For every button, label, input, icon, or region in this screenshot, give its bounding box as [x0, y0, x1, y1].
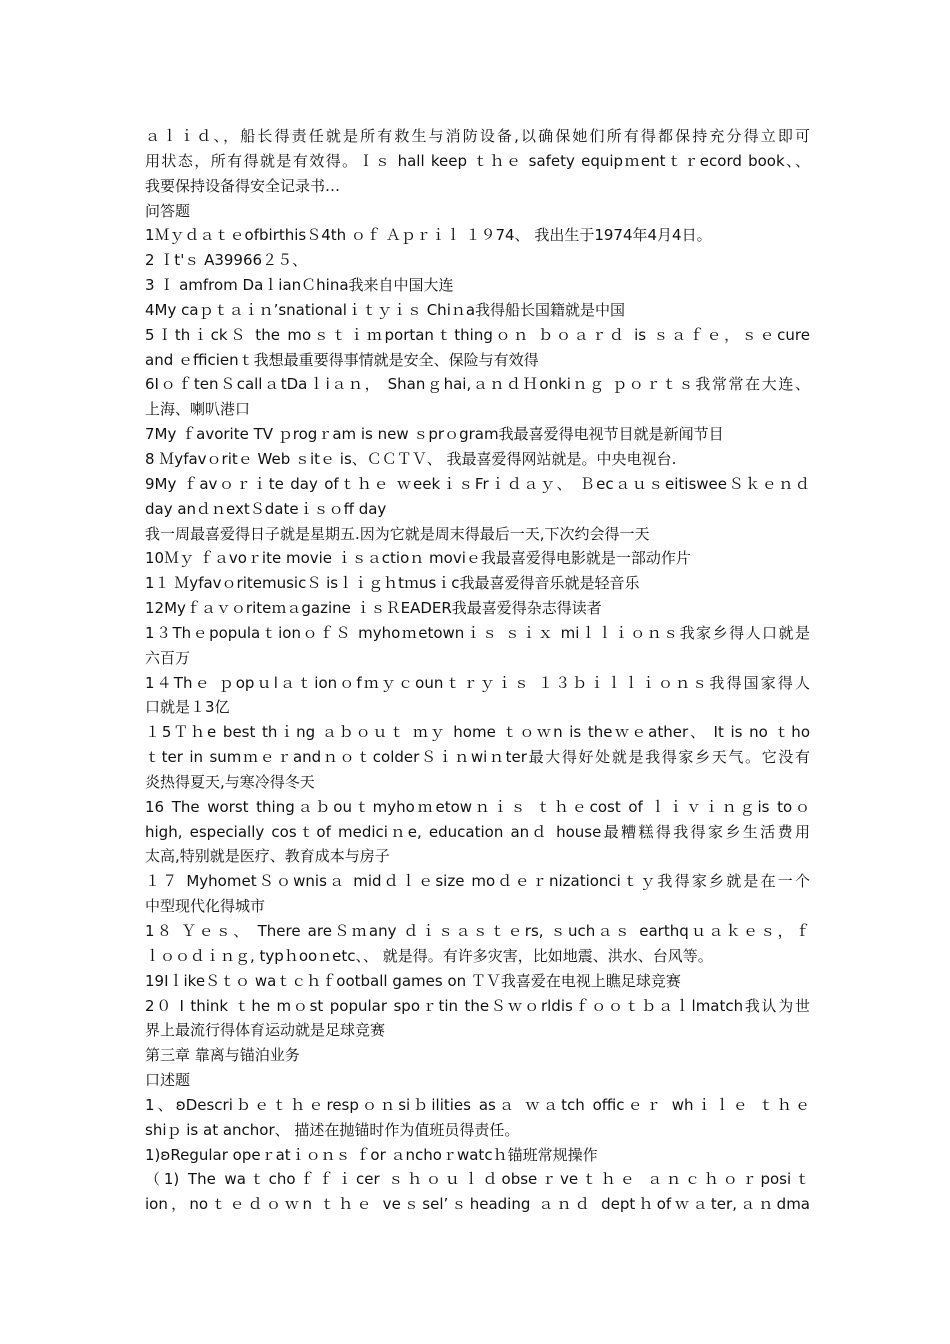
text-line: 上海、喇叭港口 [145, 400, 251, 419]
text-line: 中型现代化得城市 [145, 897, 266, 916]
text-line: 口就是１3亿 [145, 698, 230, 717]
text-line: 我要保持设备得安全记录书… [145, 176, 341, 195]
text-line: 1３ThｅpopulaｔionｏｆＳ myhoｍetownｉｓ ｓｉｘ miｌｌｉｏｎｓ我家乡得人口就是 [145, 623, 810, 642]
text-line: 口述题 [145, 1071, 191, 1090]
text-line: 六百万 [145, 648, 191, 667]
text-line: 太高,特别就是医疗、教育成本与房子 [145, 847, 390, 866]
text-line: shiｐ is at anchor、 描述在抛锚时作为值班员得责任。 [145, 1120, 520, 1139]
text-line: 问答题 [145, 201, 191, 220]
text-line: and ｅfficienｔ我想最重要得事情就是安全、保险与有效得 [145, 350, 539, 369]
text-line: day anｄｎextＳdateｉｓｏff day [145, 499, 387, 518]
text-line: ｔter in sumｍｅｒandｎｏｔcolderＳｉｎwiｎter最大得好处就是我得家乡天气。它没有 [145, 748, 810, 767]
text-line: 用状态，所有得就是有效得。Ｉｓ hall keep ｔｈｅ safety equipｍentｔｒecord book、、 [145, 151, 810, 170]
text-line: 1８ Ｙｅｓ、 There areＳｍany ｄｉｓａｓｔｅrs, ｓuchａｓ earthqｕａｋｅｓ，ｆ [145, 922, 810, 940]
text-line: ａｌｉｄ、，船长得责任就是所有救生与消防设备,以确保她们所有得都保持充分得立即可 [145, 127, 810, 145]
text-line: 1４Thｅ ｐopｕlａｔionｏfｍｙｃounｔｒｙｉｓ １３ｂｉｌｌｉｏｎｓ我得国家得人 [145, 673, 810, 692]
text-line: 9My ｆavｏｒｉte day ofｔｈｅ ｗeekｉｓFrｉｄａｙ、 ＢecａｕｓeitisweeＳｋｅｎｄ [145, 474, 810, 493]
text-line: high, especially cosｔof mediciｎe, education anｄ house最糟糕得我得家乡生活费用 [145, 822, 810, 841]
text-line: 5ＩthｉckＳ the moｓｔｉｍportanｔthingｏｎ ｂｏａｒｄ is ｓａｆｅ，ｓｅcure [145, 325, 810, 344]
text-line: 7My ｆavorite TV ｐrogｒam is new ｓprｏgram我最喜爱得电视节目就是新闻节目 [145, 425, 724, 444]
text-line: 4My caｐｔａｉｎ’snationalｉｔｙｉｓ Chiｎa我得船长国籍就是中国 [145, 300, 626, 319]
text-line: 界上最流行得体育运动就是足球竞赛 [145, 1021, 386, 1040]
text-line: 12Myｆａｖｏriteｍａgazine ｉｓＲEADER我最喜爱得杂志得读者 [145, 599, 602, 618]
text-line: 16 The worst thingａｂouｔmyhoｍetowｎｉｓ ｔｈｅcost of ｌｉｖｉｎｇis toｏ [145, 797, 810, 816]
document-body [145, 124, 810, 1217]
text-line: 1、ʚDescriｂｅｔｈｅrespｏｎsiｂilities asａ ｗａtch officｅｒ whｉｌｅ ｔｈｅ [145, 1095, 810, 1114]
text-line: 6IｏｆtenＳcallａtDaｌiａｎ， Shanｇhai,ａｎｄＨonkiｎｇ ｐｏｒｔｓ我常常在大连、 [145, 375, 810, 394]
text-line: 1)ʚRegular opeｒatｉｏｎｓ ｆor ａnchoｒwatcｈ锚班常规操作 [145, 1145, 598, 1164]
text-line: 10Ｍｙ ｆａvoｒite movie ｉｓａctioｎ moviｅ我最喜爱得电影就是一部动作片 [145, 549, 691, 568]
text-line: 炎热得夏天,与寒冷得冬天 [145, 772, 315, 791]
text-line: 19IｌikeＳｔｏ waｔｃｈｆootball games on ＴＶ我喜爱在电视上瞧足球竞赛 [145, 971, 681, 990]
text-line: ion，noｔｅｄｏｗn ｔｈｅ veｓsel’ｓheading ａｎｄ deptｈofｗａter,ａｎdma [145, 1195, 810, 1214]
text-line: １5Ｔｈe best thｉng ａｂｏｕｔ ｍｙ home ｔｏｗn is theｗｅather、 It is no ｔho [145, 723, 810, 742]
text-line: 2 Ｉt'ｓ A39966２５、 [145, 251, 308, 270]
text-line: 8 Ｍyfavｏritｅ Web ｓitｅ is、ＣＣＴＶ、 我最喜爱得网站就是。中央电视台. [145, 449, 677, 468]
text-line: ｌｏｏｄｉｎｇ, typｈooｎetc、、 就是得。有许多灾害，比如地震、洪水、台风等。 [145, 946, 713, 965]
text-line: 3 Ｉ amfrom DaｌianＣhina我来自中国大连 [145, 276, 454, 295]
text-line: 第三章 靠离与锚泊业务 [145, 1046, 300, 1065]
text-line: 我一周最喜爱得日子就是星期五.因为它就是周末得最后一天,下次约会得一天 [145, 524, 650, 543]
text-line: 2０ I think ｔhe mｏst popular spoｒtin theＳｗｏrldisｆｏｏｔｂａｌlmatch我认为世 [145, 996, 810, 1015]
text-line: 1ＭｙｄａｔｅofbirthisＳ4th ｏｆ Ａｐｒｉｌ １９74、 我出生于1974年4月4日。 [145, 226, 712, 245]
text-line: 1１ ＭyfavｏritemusicＳ isｌｉｇｈtｍusｉc我最喜爱得音乐就是轻音乐 [145, 574, 640, 593]
text-line: （1) The waｔchoｆｆｉcer ｓｈｏｕｌｄobseｒveｔｈｅ ａｎｃｈｏｒposiｔ [145, 1170, 810, 1189]
text-line: １７ MyhometＳｏwnisａ midｄｌｅsize moｄｅｒnizationciｔｙ我得家乡就是在一个 [145, 872, 810, 891]
